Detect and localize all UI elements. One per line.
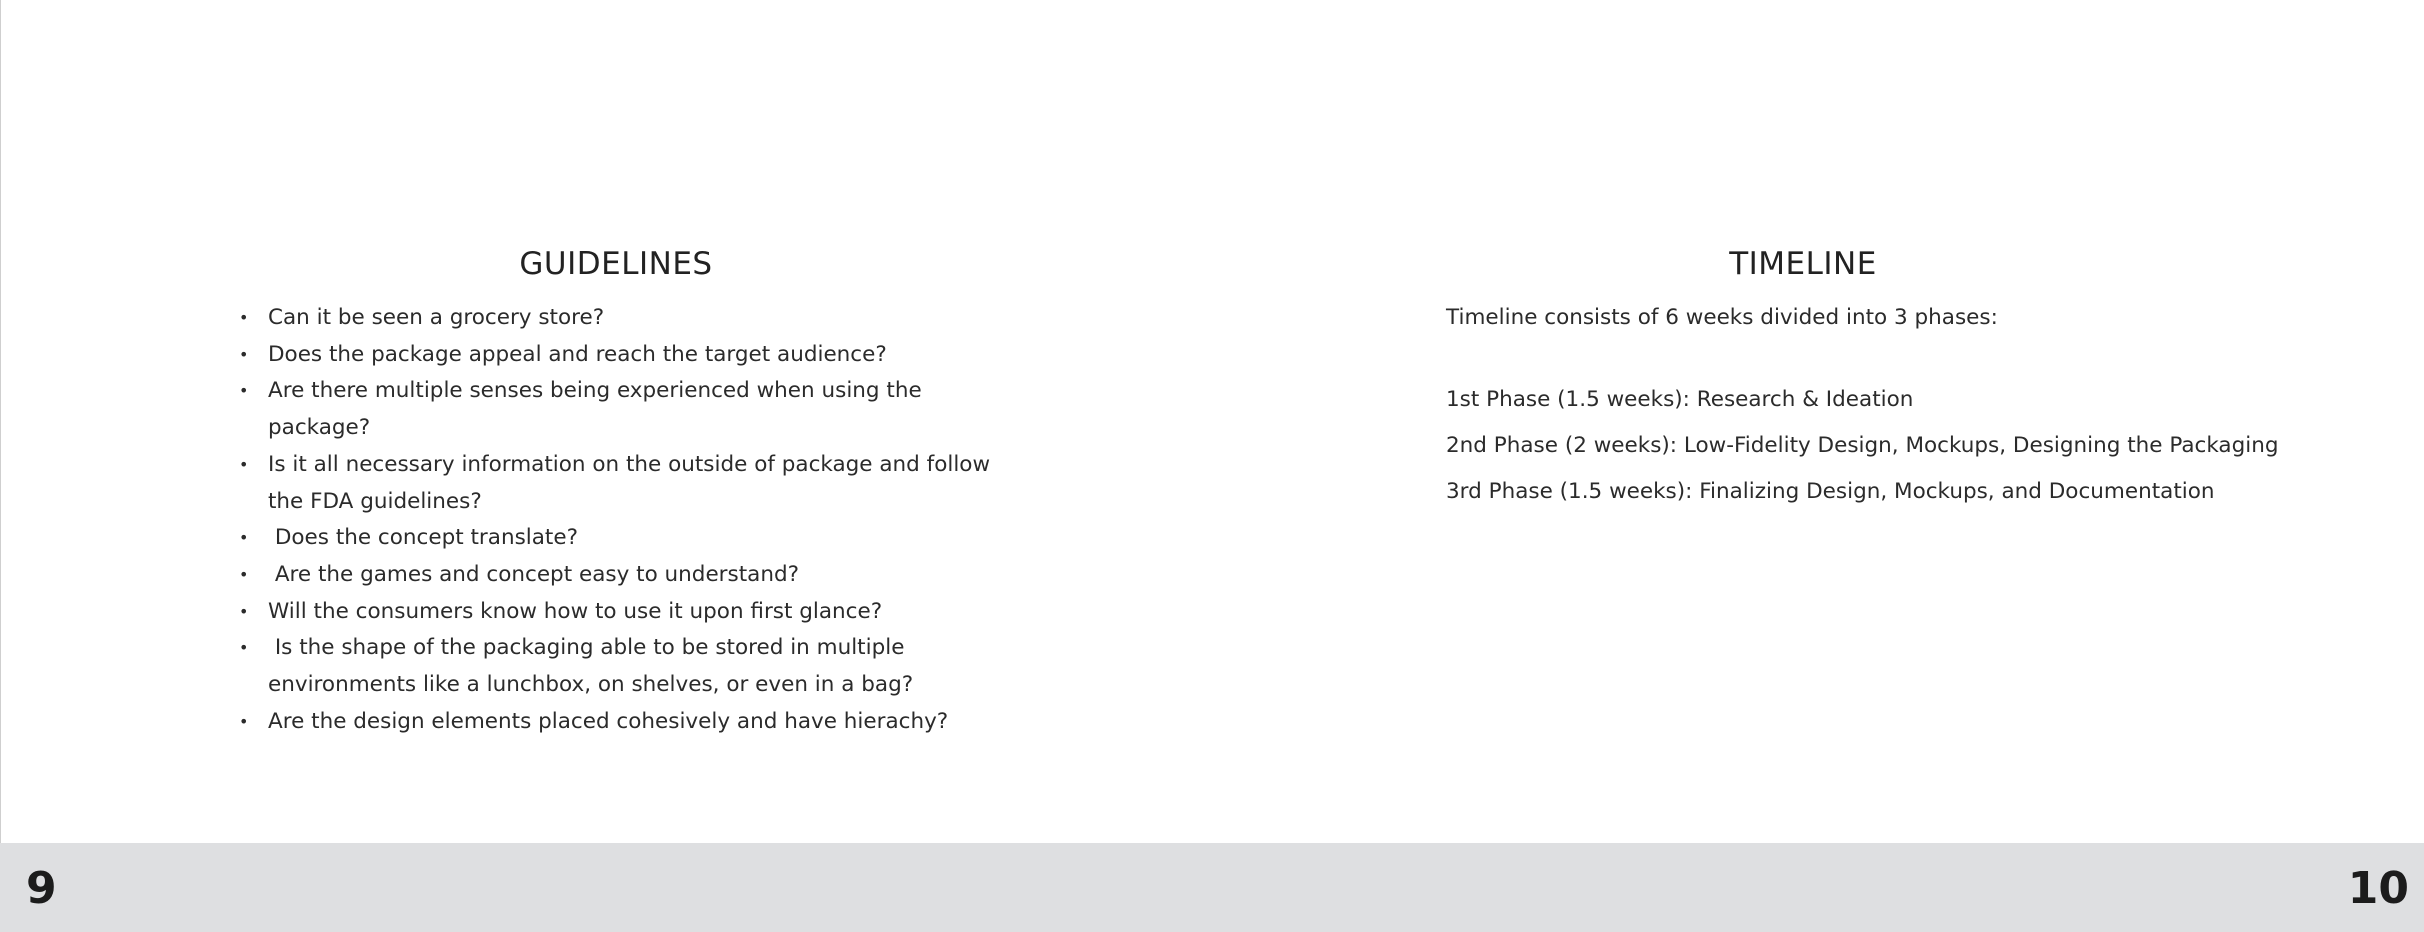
list-item (232, 373, 992, 446)
timeline-phase: 3rd Phase (1.5 weeks): Finalizing Design, Mockups, and Documentation (1446, 479, 2215, 504)
guidelines-list (232, 300, 992, 740)
timeline-phase: 1st Phase (1.5 weeks): Research & Ideation (1446, 387, 1914, 412)
page-number-left: 9 (26, 863, 57, 914)
footer-bar (0, 843, 2424, 932)
list-item (232, 630, 992, 703)
guideline-text: Can it be seen a grocery store? (268, 305, 605, 330)
page-number-right: 10 (2347, 863, 2409, 914)
timeline-heading: TIMELINE (1729, 246, 1877, 282)
bullet-icon: • (239, 344, 249, 364)
list-item (232, 300, 992, 337)
bullet-icon: • (239, 638, 249, 658)
bullet-icon: • (239, 528, 249, 548)
guideline-text: Does the concept translate? (268, 525, 578, 551)
guideline-text: Are the design elements placed cohesively and have hierachy? (268, 708, 949, 734)
list-item (232, 520, 992, 557)
guideline-text: Does the package appeal and reach the target audience? (268, 341, 887, 367)
bullet-icon: • (239, 381, 249, 401)
guideline-text: Will the consumers know how to use it upon first glance? (268, 598, 883, 624)
guideline-text: Are the games and concept easy to understand? (268, 561, 800, 587)
timeline-phase: 2nd Phase (2 weeks): Low-Fidelity Design, Mockups, Designing the Packaging (1446, 433, 2279, 458)
bullet-icon: • (239, 601, 249, 621)
guidelines-heading: GUIDELINES (519, 246, 713, 282)
guideline-text: Is it all necessary information on the outside of package and follow the FDA guidelines? (268, 451, 991, 514)
bullet-icon: • (239, 308, 249, 327)
guideline-text: Are there multiple senses being experienced when using the package? (268, 378, 922, 441)
timeline-intro: Timeline consists of 6 weeks divided into 3 phases: (1446, 305, 1998, 330)
bullet-icon: • (239, 454, 249, 474)
list-item (232, 594, 992, 631)
list-item (232, 557, 992, 594)
bullet-icon: • (239, 711, 249, 731)
list-item (232, 447, 992, 520)
bullet-icon: • (239, 564, 249, 584)
guideline-text: Is the shape of the packaging able to be stored in multiple environments like a lunchbox, on shelves, or even in a bag? (268, 635, 914, 698)
list-item (232, 337, 992, 374)
list-item (232, 704, 992, 741)
